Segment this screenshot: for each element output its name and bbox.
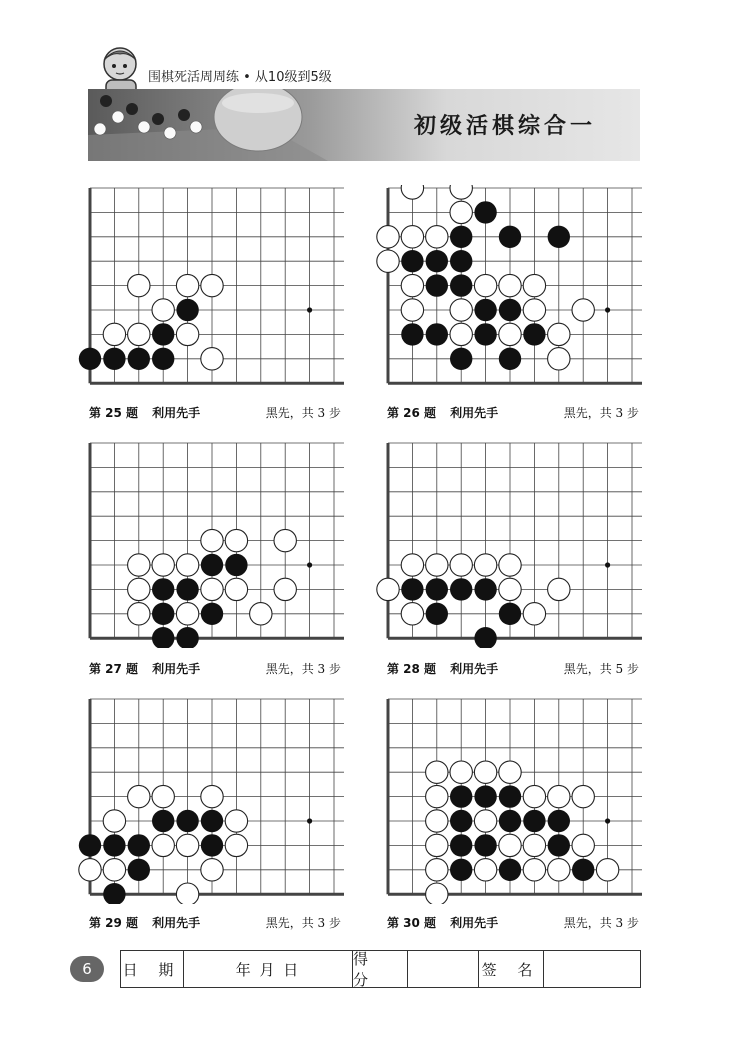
black-stone: [128, 859, 150, 881]
board-problem-28: [375, 440, 643, 648]
black-stone: [225, 554, 247, 576]
black-stone: [474, 627, 496, 648]
black-stone: [523, 810, 545, 832]
problem-number: 第 27 题: [89, 662, 139, 676]
black-stone: [426, 250, 448, 272]
white-stone: [572, 299, 594, 321]
black-stone: [128, 348, 150, 370]
white-stone: [450, 761, 472, 783]
go-board: [375, 696, 643, 904]
white-stone: [250, 603, 272, 625]
black-stone: [103, 348, 125, 370]
black-stone: [548, 226, 570, 248]
score-field[interactable]: [408, 951, 479, 987]
white-stone: [499, 578, 521, 600]
problem-hint: 利用先手: [152, 662, 201, 676]
star-point: [605, 818, 610, 823]
white-stone: [450, 554, 472, 576]
white-stone: [128, 323, 150, 345]
board-problem-27: [77, 440, 345, 648]
problem-instruction: 黑先，共 3 步: [563, 406, 639, 420]
star-point: [605, 307, 610, 312]
black-stone: [474, 299, 496, 321]
white-stone: [523, 834, 545, 856]
black-stone: [548, 810, 570, 832]
black-stone: [450, 250, 472, 272]
white-stone: [128, 785, 150, 807]
black-stone: [450, 810, 472, 832]
star-point: [605, 562, 610, 567]
board-problem-30: [375, 696, 643, 904]
white-stone: [499, 761, 521, 783]
white-stone: [426, 785, 448, 807]
white-stone: [201, 529, 223, 551]
white-stone: [426, 859, 448, 881]
star-point: [307, 307, 312, 312]
problem-hint: 利用先手: [450, 916, 499, 930]
white-stone: [152, 834, 174, 856]
problem-hint: 利用先手: [450, 662, 499, 676]
black-stone: [450, 226, 472, 248]
white-stone: [499, 554, 521, 576]
black-stone: [499, 785, 521, 807]
black-stone: [426, 323, 448, 345]
black-stone: [201, 554, 223, 576]
white-stone: [176, 554, 198, 576]
white-stone: [103, 859, 125, 881]
problem-number: 第 28 题: [387, 662, 437, 676]
white-stone: [103, 323, 125, 345]
black-stone: [426, 578, 448, 600]
white-stone: [225, 529, 247, 551]
black-stone: [426, 603, 448, 625]
white-stone: [426, 554, 448, 576]
black-stone: [450, 578, 472, 600]
black-stone: [474, 834, 496, 856]
black-stone: [572, 859, 594, 881]
white-stone: [474, 554, 496, 576]
black-stone: [201, 834, 223, 856]
date-label: 日 期: [121, 951, 184, 987]
black-stone: [401, 323, 423, 345]
black-stone: [474, 578, 496, 600]
problem-number: 第 29 题: [89, 916, 139, 930]
black-stone: [103, 883, 125, 904]
white-stone: [523, 299, 545, 321]
white-stone: [474, 761, 496, 783]
white-stone: [274, 578, 296, 600]
white-stone: [103, 810, 125, 832]
black-stone: [426, 274, 448, 296]
white-stone: [401, 603, 423, 625]
black-stone: [152, 810, 174, 832]
problem-hint: 利用先手: [152, 916, 201, 930]
black-stone: [176, 627, 198, 648]
black-stone: [401, 250, 423, 272]
black-stone: [128, 834, 150, 856]
white-stone: [572, 785, 594, 807]
black-stone: [152, 627, 174, 648]
white-stone: [128, 274, 150, 296]
white-stone: [523, 859, 545, 881]
star-point: [307, 562, 312, 567]
white-stone: [548, 323, 570, 345]
black-stone: [499, 299, 521, 321]
black-stone: [79, 834, 101, 856]
white-stone: [201, 274, 223, 296]
white-stone: [426, 834, 448, 856]
problem-instruction: 黑先，共 5 步: [563, 662, 639, 676]
black-stone: [176, 810, 198, 832]
record-table: [120, 950, 641, 988]
signature-field[interactable]: [544, 951, 640, 987]
board-problem-26: [375, 185, 643, 393]
white-stone: [474, 859, 496, 881]
white-stone: [523, 785, 545, 807]
white-stone: [79, 859, 101, 881]
score-label: 得 分: [353, 951, 408, 987]
black-stone: [450, 274, 472, 296]
white-stone: [450, 299, 472, 321]
problem-instruction: 黑先，共 3 步: [265, 662, 341, 676]
white-stone: [426, 810, 448, 832]
problem-instruction: 黑先，共 3 步: [265, 916, 341, 930]
white-stone: [201, 348, 223, 370]
white-stone: [523, 603, 545, 625]
white-stone: [450, 201, 472, 223]
black-stone: [450, 785, 472, 807]
white-stone: [225, 810, 247, 832]
white-stone: [548, 859, 570, 881]
board-problem-29: [77, 696, 345, 904]
black-stone: [176, 578, 198, 600]
white-stone: [426, 883, 448, 904]
white-stone: [201, 785, 223, 807]
white-stone: [401, 554, 423, 576]
white-stone: [201, 578, 223, 600]
black-stone: [474, 201, 496, 223]
black-stone: [152, 578, 174, 600]
white-stone: [225, 578, 247, 600]
white-stone: [401, 299, 423, 321]
black-stone: [152, 603, 174, 625]
white-stone: [596, 859, 618, 881]
black-stone: [401, 578, 423, 600]
black-stone: [474, 323, 496, 345]
white-stone: [128, 578, 150, 600]
white-stone: [474, 810, 496, 832]
white-stone: [152, 299, 174, 321]
white-stone: [401, 274, 423, 296]
series-title: 围棋死活周周练 • 从10级到5级: [148, 70, 332, 85]
white-stone: [377, 226, 399, 248]
white-stone: [474, 274, 496, 296]
section-banner: [88, 89, 640, 161]
signature-label: 签 名: [479, 951, 544, 987]
section-title: 初级活棋综合一: [413, 113, 596, 139]
black-stone: [523, 323, 545, 345]
white-stone: [548, 785, 570, 807]
problem-hint: 利用先手: [450, 406, 499, 420]
white-stone: [176, 834, 198, 856]
white-stone: [548, 578, 570, 600]
problem-number: 第 30 题: [387, 916, 437, 930]
white-stone: [377, 578, 399, 600]
black-stone: [79, 348, 101, 370]
problem-number: 第 25 题: [89, 406, 139, 420]
white-stone: [401, 226, 423, 248]
white-stone: [128, 603, 150, 625]
white-stone: [152, 785, 174, 807]
black-stone: [499, 603, 521, 625]
page-number: 6: [70, 956, 104, 982]
white-stone: [499, 274, 521, 296]
go-board: [77, 440, 345, 648]
white-stone: [401, 185, 423, 199]
white-stone: [426, 761, 448, 783]
white-stone: [548, 348, 570, 370]
problem-instruction: 黑先，共 3 步: [265, 406, 341, 420]
problem-hint: 利用先手: [152, 406, 201, 420]
black-stone: [450, 859, 472, 881]
go-board: [77, 185, 345, 393]
board-problem-25: [77, 185, 345, 393]
white-stone: [499, 834, 521, 856]
black-stone: [152, 348, 174, 370]
black-stone: [499, 810, 521, 832]
white-stone: [274, 529, 296, 551]
white-stone: [176, 323, 198, 345]
white-stone: [176, 883, 198, 904]
white-stone: [225, 834, 247, 856]
black-stone: [201, 810, 223, 832]
white-stone: [201, 859, 223, 881]
white-stone: [450, 323, 472, 345]
star-point: [307, 818, 312, 823]
black-stone: [499, 859, 521, 881]
black-stone: [474, 785, 496, 807]
black-stone: [450, 348, 472, 370]
black-stone: [176, 299, 198, 321]
black-stone: [201, 603, 223, 625]
black-stone: [450, 834, 472, 856]
white-stone: [572, 834, 594, 856]
white-stone: [426, 226, 448, 248]
white-stone: [450, 185, 472, 199]
white-stone: [176, 274, 198, 296]
white-stone: [377, 250, 399, 272]
date-field[interactable]: 年 月 日: [184, 951, 353, 987]
black-stone: [103, 834, 125, 856]
problem-instruction: 黑先，共 3 步: [563, 916, 639, 930]
problem-number: 第 26 题: [387, 406, 437, 420]
go-board: [77, 696, 345, 904]
white-stone: [128, 554, 150, 576]
go-board: [375, 440, 643, 648]
black-stone: [152, 323, 174, 345]
white-stone: [176, 603, 198, 625]
white-stone: [152, 554, 174, 576]
black-stone: [499, 348, 521, 370]
white-stone: [523, 274, 545, 296]
footer: [70, 950, 640, 988]
go-board: [375, 185, 643, 393]
white-stone: [499, 323, 521, 345]
black-stone: [499, 226, 521, 248]
black-stone: [548, 834, 570, 856]
